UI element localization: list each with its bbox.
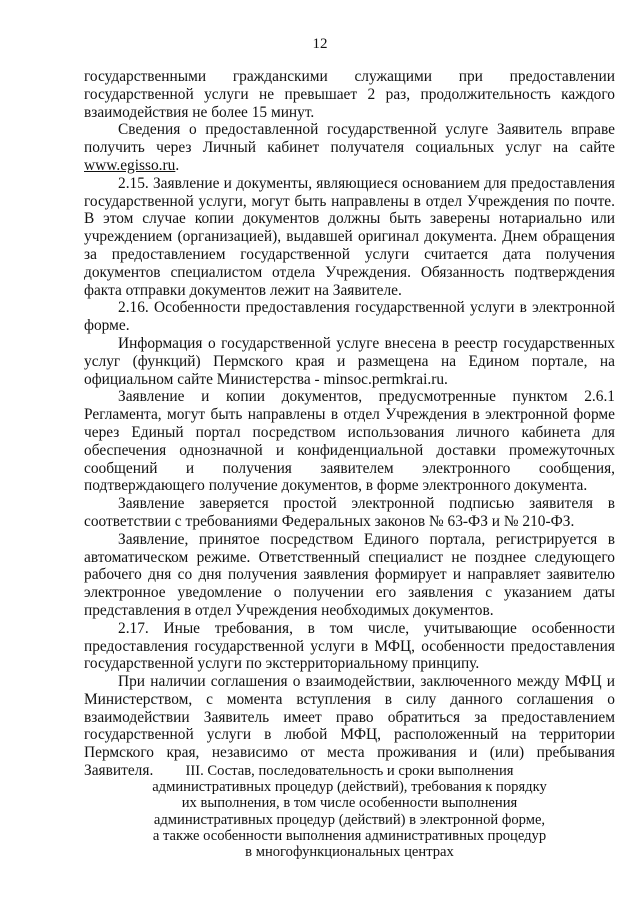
section-heading-line: в многофункциональных центрах bbox=[245, 844, 454, 861]
paragraph-electronic-submission: Заявление и копии документов, предусмотренные пунктом 2.6.1 Регламента, могут быть направлены в отдел Учреждения в электронной форме через Единый портал посредством использования личного кабинета для обеспечения однозначной и конфиденциальной доставки промежуточных сообщений и получения заявителем электронного сообщения, подтверждающего получение документов, в форме электронного документа. bbox=[84, 388, 615, 495]
document-body bbox=[84, 68, 615, 780]
paragraph-2-17: 2.17. Иные требования, в том числе, учитывающие особенности предоставления государственной услуги в МФЦ, особенности предоставления государственной услуги по экстерриториальному принципу. bbox=[84, 619, 615, 673]
section-heading-line: административных процедур (действий) в электронной форме, bbox=[153, 811, 546, 828]
paragraph-2-15: 2.15. Заявление и документы, являющиеся основанием для предоставления государственной услуги, могут быть направлены в отдел Учреждения по почте. В этом случае копии документов должны быть заверены нотариально или учреждением (организацией), выдавшей оригинал документа. Днем обращения за предоставлением государственной услуги считается дата получения документов специалистом отдела Учреждения. Обязанность подтверждения факта отправки документов лежит на Заявителе. bbox=[84, 174, 615, 299]
section-heading bbox=[84, 763, 615, 860]
paragraph-mfc-agreement: При наличии соглашения о взаимодействии, заключенного между МФЦ и Министерством, с момента вступления в силу данного соглашения о взаимодействии Заявитель имеет право обратиться за предоставлением государственной услуги в любой МФЦ, расположенный на территории Пермского края, независимо от места проживания и (или) пребывания Заявителя. bbox=[84, 673, 615, 780]
section-heading-line: их выполнения, в том числе особенности выполнения bbox=[181, 795, 518, 812]
section-heading-line: III. Состав, последовательность и сроки выполнения bbox=[185, 763, 514, 779]
paragraph-registry-info: Информация о государственной услуге внесена в реестр государственных услуг (функций) Пермского края и размещена на Едином портале, на официальном сайте Министерства - minsoc.permkrai.ru. bbox=[84, 334, 615, 388]
page-number: 12 bbox=[312, 36, 328, 52]
paragraph-continuation: государственными гражданскими служащими при предоставлении государственной услуги не превышает 2 раз, продолжительность каждого взаимодействия не более 15 минут. bbox=[84, 68, 615, 121]
paragraph-egisso-text: Сведения о предоставленной государственной услуге Заявитель вправе получить через Личный кабинет получателя социальных услуг на сайте bbox=[84, 121, 615, 157]
section-heading-line: а также особенности выполнения административных процедур bbox=[152, 827, 547, 844]
paragraph-egisso-end: . bbox=[175, 156, 180, 174]
paragraph-signature: Заявление заверяется простой электронной подписью заявителя в соответствии с требованиями Федеральных законов № 63-ФЗ и № 210-ФЗ. bbox=[84, 495, 615, 530]
paragraph-egisso bbox=[84, 121, 615, 174]
egisso-link[interactable]: www.egisso.ru bbox=[84, 156, 176, 174]
paragraph-registration: Заявление, принятое посредством Единого портала, регистрируется в автоматическом режиме. Ответственный специалист не позднее следующего рабочего дня со дня получения заявления формирует и направляет заявителю электронное уведомление о получении его заявления с указанием даты представления в отдел Учреждения необходимых документов. bbox=[84, 530, 615, 619]
paragraph-2-16: 2.16. Особенности предоставления государственной услуги в электронной форме. bbox=[84, 299, 615, 335]
section-heading-line: административных процедур (действий), требования к порядку bbox=[152, 779, 547, 796]
